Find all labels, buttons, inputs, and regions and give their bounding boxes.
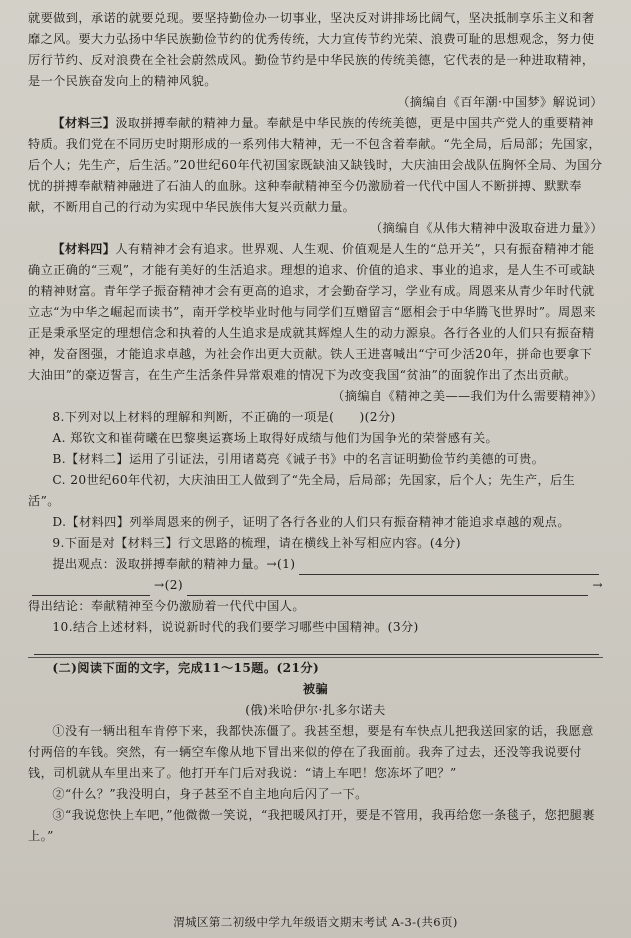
- question-8-option-b: B.【材料二】运用了引证法，引用诸葛亮《诫子书》中的名言证明勤俭节约美德的可贵。: [52, 452, 545, 466]
- source-citation: （摘编自《精神之美——我们为什么需要精神》）: [332, 389, 603, 403]
- question-9-conclusion: 得出结论：奉献精神至今仍激励着一代代中国人。: [28, 599, 305, 613]
- question-9-line-1: [28, 554, 603, 575]
- story-author: (俄)米哈伊尔·扎多尔诺夫: [245, 703, 386, 717]
- story-title: 被骗: [302, 682, 329, 696]
- question-8-option-a: A. 郑钦文和崔荷曦在巴黎奥运赛场上取得好成绩与他们为国争光的荣誉感有关。: [52, 431, 499, 445]
- arrow-mark: →: [592, 578, 603, 592]
- story-paragraph-3: ③“我说您快上车吧，”他微微一笑说，“我把暖风打开，要是不管用，我再给您一条毯子，您把腿裹上。”: [28, 808, 595, 843]
- answer-blank-1-cont[interactable]: [32, 581, 150, 596]
- answer-blank-2[interactable]: [187, 581, 588, 596]
- answer-line-10[interactable]: [34, 640, 599, 655]
- passage-paragraph: 就要做到，承诺的就要兑现。要坚持勤俭办一切事业，坚决反对讲排场比阔气，坚决抵制享乐主义和奢靡之风。要大力弘扬中华民族勤俭节约的优秀传统，大力宣传节约光荣、浪费可耻的思想观念，努力使厉行节约、反对浪费在全社会蔚然成风。勤俭节约是中华民族的传统美德，它代表的是一种进取精神，是一个民族奋发向上的精神风貌。: [28, 11, 595, 88]
- question-8-option-c: C. 20世纪60年代初，大庆油田工人做到了“先全局，后局部；先国家，后个人；先生产，后生活”。: [28, 473, 576, 508]
- material-four: [28, 239, 603, 386]
- question-9-line-1-text: 提出观点：汲取拼搏奉献的精神力量。→(1): [52, 557, 296, 571]
- question-9-line-2-text: →(2): [154, 578, 184, 592]
- material-three: [28, 113, 603, 218]
- question-8-option-d: D.【材料四】列举周恩来的例子，证明了各行各业的人们只有振奋精神才能追求卓越的观点。: [52, 515, 570, 529]
- material-text: 人有精神才会有追求。世界观、人生观、价值观是人生的“总开关”，只有振奋精神才能确立正确的“三观”，才能有美好的生活追求。理想的追求、价值的追求、事业的追求，是人生不可或缺的精神财富。青年学子振奋精神才会有更高的追求，才会勤奋学习，学业有成。周恩来从青少年时代就立志“为中华之崛起而读书”，南开学校毕业时他与同学们互赠留言“愿相会于中华腾飞世界时”。周恩来正是秉承坚定的理想信念和执着的人生追求是成就其辉煌人生的动力源泉。各行各业的人们只有振奋精神，发奋图强，才能追求卓越，为社会作出更大贡献。铁人王进喜喊出“宁可少活20年，拼命也要拿下大油田”的豪迈誓言，在生产生活条件异常艰难的情况下为改变我国“贫油”的面貌作出了杰出贡献。: [28, 242, 596, 382]
- material-label: 【材料四】: [52, 242, 116, 256]
- story-paragraph-1: ①没有一辆出租车肯停下来，我都快冻僵了。我甚至想，要是有车快点儿把我送回家的话，我愿意付两倍的车钱。突然，有一辆空车像从地下冒出来似的停在了我面前。我奔了过去，还没等我说要付钱，司机就从车里出来了。他打开车门后对我说：“请上车吧！您冻坏了吧？”: [28, 724, 594, 780]
- question-9-line-2: [28, 575, 603, 596]
- question-8-stem: 8.下列对以上材料的理解和判断，不正确的一项是( )(2分): [52, 410, 396, 424]
- answer-blank-1[interactable]: [299, 560, 599, 575]
- source-citation: （摘编自《从伟大精神中汲取奋进力量》）: [369, 221, 603, 235]
- question-10-stem: 10.结合上述材料，说说新时代的我们要学习哪些中国精神。(3分): [52, 620, 419, 634]
- page-footer: 渭城区第二初级中学九年级语文期末考试 A-3-(共6页): [173, 915, 458, 929]
- story-paragraph-2: ②“什么？”我没明白，身子甚至不自主地向后闪了一下。: [52, 787, 368, 801]
- section-two-heading: (二)阅读下面的文字，完成11～15题。(21分): [52, 661, 320, 675]
- material-label: 【材料三】: [52, 116, 116, 130]
- question-9-stem: 9.下面是对【材料三】行文思路的梳理，请在横线上补写相应内容。(4分): [52, 536, 461, 550]
- source-citation: （摘编自《百年潮·中国梦》解说词）: [397, 95, 603, 109]
- material-text: 汲取拼搏奉献的精神力量。奉献是中华民族的传统美德，更是中国共产党人的重要精神特质。我们党在不同历史时期形成的一系列伟大精神，无一不包含着奉献。“先全局，后局部；先国家，后个人；先生产，后生活。”20世纪60年代初国家既缺油又缺钱时，大庆油田会战队伍胸怀全局、为国分忧的拼搏奉献精神融进了石油人的血脉。这种奉献精神至今仍激励着一代代中国人不断拼搏、默默奉献，不断用自己的行动为实现中华民族伟大复兴贡献力量。: [28, 116, 603, 214]
